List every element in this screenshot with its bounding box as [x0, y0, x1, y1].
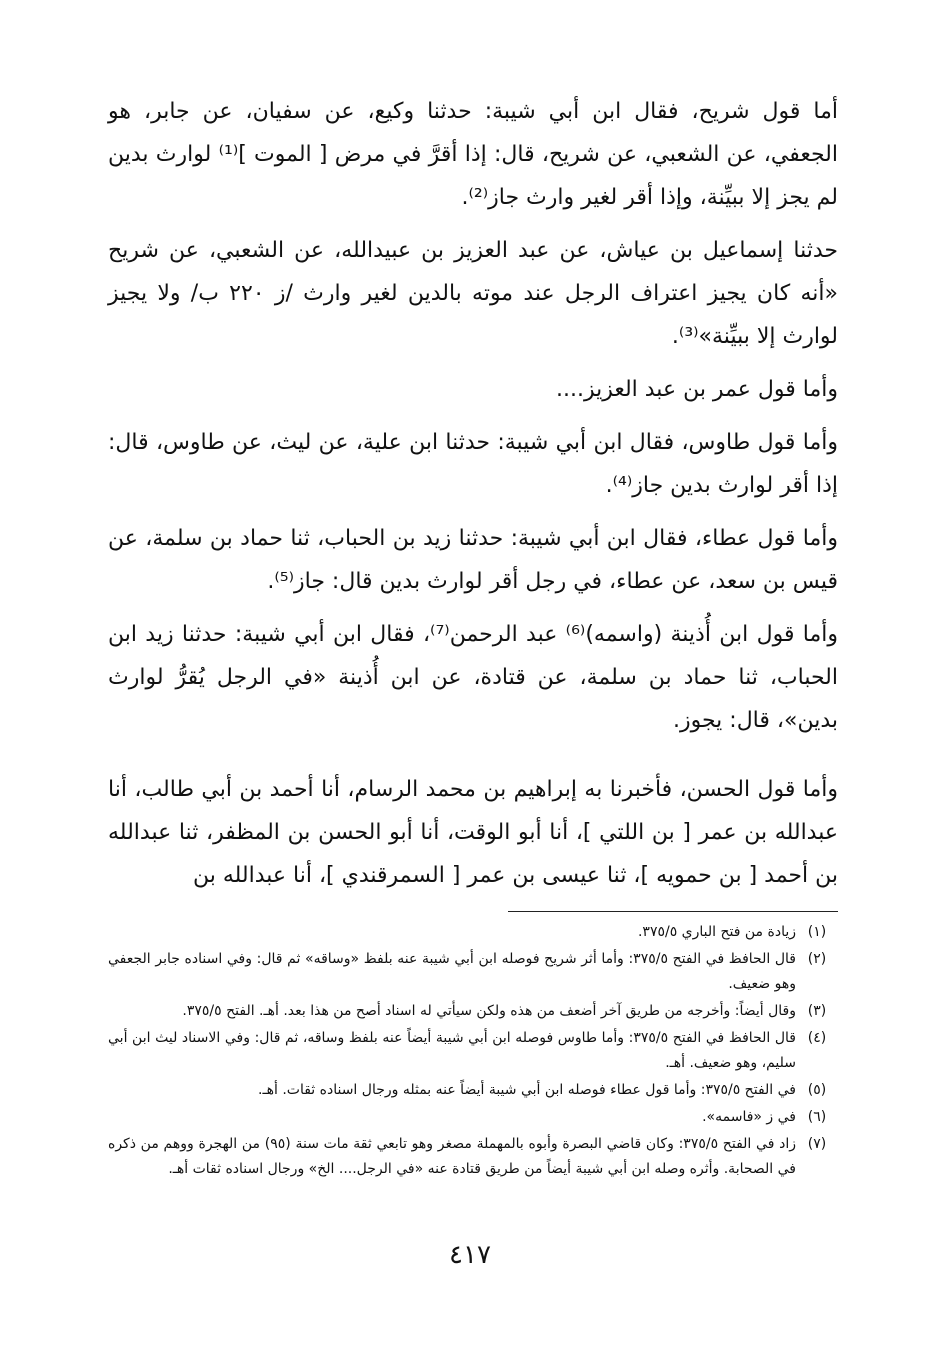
footnote-item — [108, 1026, 838, 1076]
footnote-text: في ز «فاسمه». — [702, 1109, 796, 1125]
footnote-item — [108, 920, 838, 945]
paragraph-shurayh: أما قول شريح، فقال ابن أبي شيبة: حدثنا وكيع، عن سفيان، عن جابر، هو الجعفي، عن الشعبي، عن شريح، قال: إذا أقرَّ في مرض [ الموت ]⁽¹⁾ لوارث بدين لم يجز إلا ببيِّنة، وإذا أقر لغير وارث جاز⁽²⁾. — [108, 99, 838, 210]
footnote-text: قال الحافظ في الفتح ٣٧٥/٥: وأما أثر شريح فوصله ابن أبي شيبة عنه بلفظ «وساقه» ثم قال: وفي اسناده جابر الجعفي وهو ضعيف. — [108, 951, 797, 992]
footnote-number: (٤) — [807, 1030, 827, 1046]
footnote-item — [108, 1078, 838, 1103]
footnote-item — [108, 947, 838, 997]
footnote-item — [108, 1132, 838, 1182]
footnote-number: (١) — [807, 924, 827, 940]
paragraph-tawus: وأما قول طاوس، فقال ابن أبي شيبة: حدثنا ابن علية، عن ليث، عن طاوس، قال: إذا أقر لوارث بدين جاز⁽⁴⁾. — [108, 430, 838, 498]
paragraph-umar: وأما قول عمر بن عبد العزيز.... — [555, 377, 838, 402]
paragraph-ata: وأما قول عطاء، فقال ابن أبي شيبة: حدثنا زيد بن الحباب، ثنا حماد بن سلمة، عن قيس بن سعد، عن عطاء، في رجل أقر لوارث بدين قال: جاز⁽⁵⁾. — [108, 526, 838, 594]
paragraph-ibn-udhayna: وأما قول ابن أُذينة (واسمه)⁽⁶⁾ عبد الرحمن⁽⁷⁾، فقال ابن أبي شيبة: حدثنا زيد ابن الحباب، ثنا حماد بن سلمة، عن قتادة، عن ابن أُذينة «في الرجل يُقرُّ لوارث بدين»، قال: يجوز. — [108, 622, 839, 733]
footnotes — [108, 920, 838, 1182]
footnote-text: زاد في الفتح ٣٧٥/٥: وكان قاضي البصرة وأبوه بالمهملة مصغر وهو تابعي ثقة مات سنة (٩٥) من الهجرة ووهم من ذكره في الصحابة. وأثره وصله ابن أبي شيبة أيضاً من طريق قتادة عنه «في الرجل.... الخ» ورجال اسناده ثقات أهـ. — [108, 1136, 796, 1177]
footnote-number: (٦) — [807, 1109, 827, 1125]
footnote-item — [108, 1105, 838, 1130]
page-number: ٤١٧ — [449, 1240, 491, 1270]
footnote-text: زيادة من فتح الباري ٣٧٥/٥. — [637, 924, 796, 940]
footnote-number: (٧) — [807, 1136, 827, 1152]
footnote-divider — [508, 911, 838, 912]
footnote-item — [108, 999, 838, 1024]
footnote-number: (٢) — [807, 951, 827, 967]
footnote-text: قال الحافظ في الفتح ٣٧٥/٥: وأما طاوس فوصله ابن أبي شيبة أيضاً عنه بلفظ وساقه، ثم قال: وفي الاسناد ليث ابن أبي سليم، وهو ضعيف. أهـ. — [108, 1030, 796, 1071]
footnote-text: في الفتح ٣٧٥/٥: وأما قول عطاء فوصله ابن أبي شيبة أيضاً عنه بمثله ورجال اسناده ثقات. أهـ. — [258, 1082, 796, 1098]
footnote-number: (٥) — [807, 1082, 827, 1098]
paragraph-hasan: وأما قول الحسن، فأخبرنا به إبراهيم بن محمد الرسام، أنا أحمد بن أبي طالب، أنا عبدالله بن عمر [ بن اللتي ]، أنا أبو الوقت، أنا أبو الحسن بن المظفر، ثنا عبدالله بن أحمد [ بن حمويه ]، ثنا عيسى بن عمر [ السمرقندي ]، أنا عبدالله بن — [108, 777, 838, 888]
footnote-text: وقال أيضاً: وأخرجه من طريق آخر أضعف من هذه ولكن سيأتي له اسناد أصح من هذا بعد. أهـ. الفتح ٣٧٥/٥. — [182, 1003, 796, 1019]
footnote-number: (٣) — [807, 1003, 827, 1019]
page-body — [108, 90, 838, 1184]
paragraph-ismail: حدثنا إسماعيل بن عياش، عن عبد العزيز بن عبيدالله، عن الشعبي، عن شريح «أنه كان يجيز اعتراف الرجل عند موته بالدين لغير وارث /ز ٢٢٠ ب/ ولا يجيز لوارث إلا ببيِّنة»⁽³⁾. — [108, 238, 838, 349]
